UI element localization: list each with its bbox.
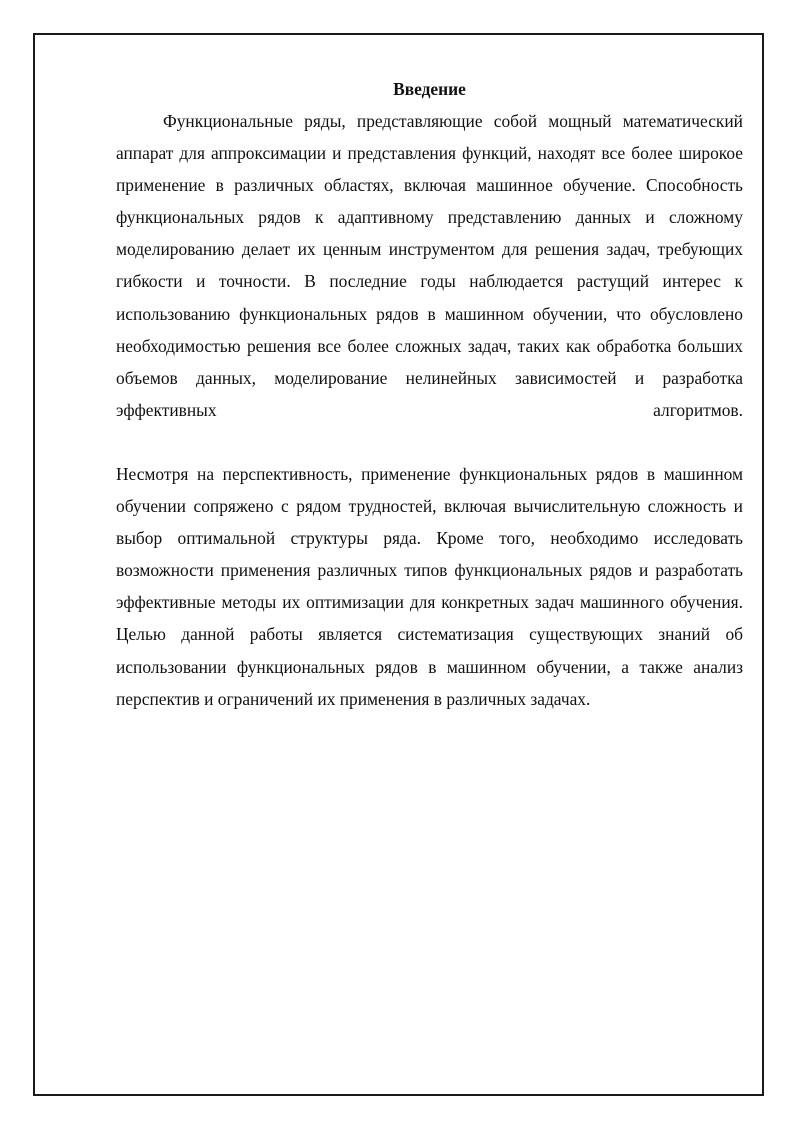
paragraph-gap [116,426,743,458]
paragraph-1: Функциональные ряды, представляющие собой мощный математический аппарат для аппроксимации и представления функций, находят все более широкое применение в различных областях, включая машинное обучение. Способность функциональных рядов к адаптивному представлению данных и сложному моделированию делает их ценным инструментом для решения задач, требующих гибкости и точности. В последние годы наблюдается растущий интерес к использованию функциональных рядов в машинном обучении, что обусловлено необходимостью решения все более сложных задач, таких как обработка больших объемов данных, моделирование нелинейных зависимостей и разработка эффективных алгоритмов. [116,111,743,420]
paragraph-2: Несмотря на перспективность, применение функциональных рядов в машинном обучении сопряжено с рядом трудностей, включая вычислительную сложность и выбор оптимальной структуры ряда. Кроме того, необходимо исследовать возможности применения различных типов функциональных рядов и разработать эффективные методы их оптимизации для конкретных задач машинного обучения. Целью данной работы является систематизация существующих знаний об использовании функциональных рядов в машинном обучении, а также анализ перспектив и ограничений их применения в различных задачах. [116,463,743,709]
section-heading: Введение [393,79,466,99]
document-body [116,73,743,715]
